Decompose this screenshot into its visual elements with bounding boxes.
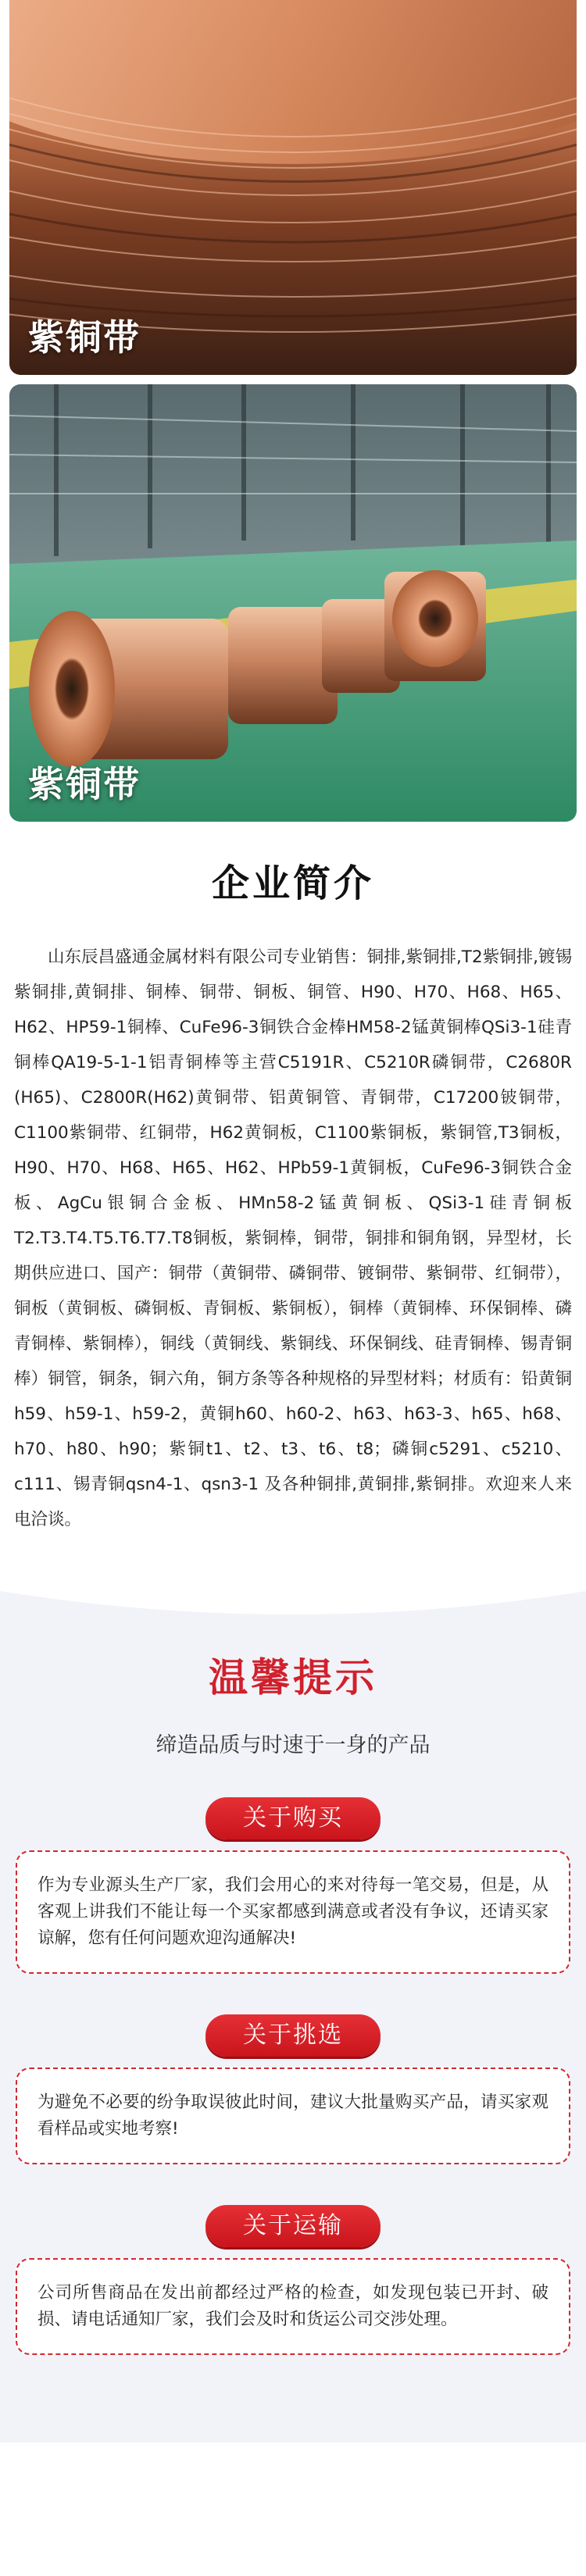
company-intro-section xyxy=(0,822,586,1568)
intro-body-text: 山东辰昌盛通金属材料有限公司专业销售：铜排,紫铜排,T2紫铜排,镀锡紫铜排,黄铜排、铜棒、铜带、铜板、铜管、H90、H70、H68、H65、H62、HP59-1铜棒、CuFe96-3铜铁合金棒HM58-2锰黄铜棒QSi3-1硅青铜棒QA19-5-1-1铝青铜棒等主营C5191R、C5210R磷铜带，C2680R (H65)、C2800R(H62)黄铜带、铝黄铜管、青铜带，C17200铍铜带，C1100紫铜带、红铜带，H62黄铜板，C1100紫铜板，紫铜管,T3铜板，H90、H70、H68、H65、H62、HPb59-1黄铜板，CuFe96-3铜铁合金板、AgCu银铜合金板、HMn58-2锰黄铜板、QSi3-1硅青铜板T2.T3.T4.T5.T6.T7.T8铜板，紫铜棒，铜带，铜排和铜角钢，异型材，长期供应进口、国产：铜带（黄铜带、磷铜带、镀铜带、紫铜带、红铜带），铜板（黄铜板、磷铜板、青铜板、紫铜板），铜棒（黄铜棒、环保铜棒、磷青铜棒、紫铜棒），铜线（黄铜线、紫铜线、环保铜线、硅青铜棒、锡青铜棒）铜管，铜条，铜六角，铜方条等各种规格的异型材料；材质有：铅黄铜h59、h59-1、h59-2，黄铜h60、h60-2、h63、h63-3、h65、h68、h70、h80、h90；紫铜t1、t2、t3、t6、t8；磷铜c5291、c5210、c111、锡青铜qsn4-1、qsn3-1 及各种铜排,黄铜排,紫铜排。欢迎来人来电洽谈。 xyxy=(14,947,572,1529)
tip-block-shipping xyxy=(16,2205,570,2355)
tip-block-selection xyxy=(16,2014,570,2164)
section-curve-divider xyxy=(0,1568,586,1630)
tip-label-purchase: 关于购买 xyxy=(205,1797,381,1839)
tips-title: 温馨提示 xyxy=(209,1655,377,1700)
product-photo-2 xyxy=(9,384,577,822)
tip-text-selection: 为避免不必要的纷争取误彼此时间，建议大批量购买产品，请买家观看样品或实地考察! xyxy=(16,2068,570,2164)
tip-label-shipping: 关于运输 xyxy=(205,2205,381,2247)
tips-subtitle: 缔造品质与时速于一身的产品 xyxy=(155,1733,431,1757)
tip-block-purchase xyxy=(16,1797,570,1974)
warm-tips-section xyxy=(0,1568,586,2442)
tip-text-shipping: 公司所售商品在发出前都经过严格的检查，如发现包装已开封、破损、请电话通知厂家，我们会及时和货运公司交涉处理。 xyxy=(16,2258,570,2355)
product-photo-1 xyxy=(9,0,577,375)
photo-caption: 紫铜带 xyxy=(28,763,141,805)
intro-title: 企业简介 xyxy=(211,862,374,905)
tip-label-selection: 关于挑选 xyxy=(205,2014,381,2057)
photo-caption: 紫铜带 xyxy=(28,316,141,359)
tip-text-purchase: 作为专业源头生产厂家，我们会用心的来对待每一笔交易，但是，从客观上讲我们不能让每一个买家都感到满意或者没有争议，还请买家谅解，您有任何问题欢迎沟通解决! xyxy=(16,1850,570,1974)
